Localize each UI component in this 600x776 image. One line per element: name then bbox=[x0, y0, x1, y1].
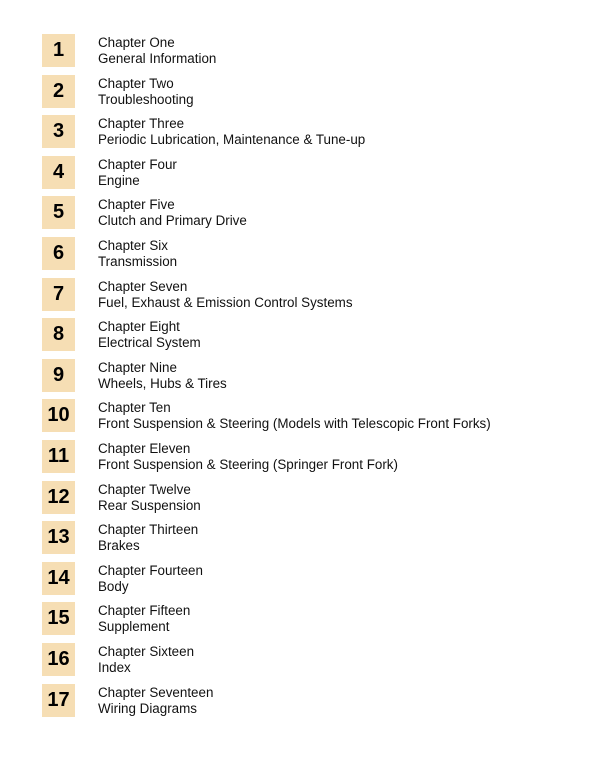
toc-entry[interactable] bbox=[42, 440, 582, 481]
chapter-number-tab[interactable]: 12 bbox=[42, 481, 75, 514]
toc-entry[interactable] bbox=[42, 399, 582, 440]
chapter-label: Chapter Five bbox=[98, 197, 175, 213]
toc-entry[interactable] bbox=[42, 318, 582, 359]
toc-entry[interactable] bbox=[42, 196, 582, 237]
chapter-text[interactable] bbox=[98, 34, 216, 67]
toc-entry[interactable] bbox=[42, 602, 582, 643]
chapter-text[interactable] bbox=[98, 684, 213, 717]
chapter-title: Brakes bbox=[98, 538, 140, 554]
chapter-number-tab[interactable]: 1 bbox=[42, 34, 75, 67]
chapter-label: Chapter Seven bbox=[98, 278, 188, 294]
chapter-text[interactable] bbox=[98, 562, 203, 595]
chapter-number-tab[interactable]: 4 bbox=[42, 156, 75, 189]
chapter-text[interactable] bbox=[98, 521, 198, 554]
chapter-text[interactable] bbox=[98, 237, 177, 270]
toc-entry[interactable] bbox=[42, 521, 582, 562]
toc-entry[interactable] bbox=[42, 75, 582, 116]
chapter-number-tab[interactable]: 14 bbox=[42, 562, 75, 595]
chapter-label: Chapter Six bbox=[98, 237, 168, 253]
chapter-text[interactable] bbox=[98, 75, 194, 108]
chapter-text[interactable] bbox=[98, 156, 177, 189]
toc-entry[interactable] bbox=[42, 643, 582, 684]
chapter-number-tab[interactable]: 15 bbox=[42, 602, 75, 635]
chapter-label: Chapter Thirteen bbox=[98, 522, 199, 538]
chapter-title: Supplement bbox=[98, 619, 170, 635]
chapter-text[interactable] bbox=[98, 278, 353, 311]
chapter-text[interactable] bbox=[98, 643, 194, 676]
chapter-label: Chapter Fourteen bbox=[98, 562, 203, 578]
chapter-number-tab[interactable]: 5 bbox=[42, 196, 75, 229]
toc-entry[interactable] bbox=[42, 359, 582, 400]
toc-entry[interactable] bbox=[42, 278, 582, 319]
chapter-label: Chapter Four bbox=[98, 156, 177, 172]
toc-entry[interactable] bbox=[42, 115, 582, 156]
chapter-label: Chapter Ten bbox=[98, 400, 171, 416]
chapter-title: Clutch and Primary Drive bbox=[98, 213, 247, 229]
chapter-title: Engine bbox=[98, 172, 140, 188]
chapter-text[interactable] bbox=[98, 196, 247, 229]
chapter-text[interactable] bbox=[98, 115, 365, 148]
chapter-label: Chapter Fifteen bbox=[98, 603, 191, 619]
chapter-label: Chapter Nine bbox=[98, 359, 177, 375]
chapter-title: Rear Suspension bbox=[98, 497, 201, 513]
chapter-title: Periodic Lubrication, Maintenance & Tune-up bbox=[98, 132, 366, 148]
toc-entry[interactable] bbox=[42, 684, 582, 725]
chapter-number-tab[interactable]: 7 bbox=[42, 278, 75, 311]
chapter-label: Chapter Three bbox=[98, 116, 185, 132]
chapter-title: Wheels, Hubs & Tires bbox=[98, 375, 227, 391]
toc-entry[interactable] bbox=[42, 156, 582, 197]
chapter-text[interactable] bbox=[98, 481, 201, 514]
toc-entry[interactable] bbox=[42, 481, 582, 522]
chapter-title: Index bbox=[98, 659, 131, 675]
chapter-title: Troubleshooting bbox=[98, 91, 194, 107]
chapter-number-tab[interactable]: 17 bbox=[42, 684, 75, 717]
chapter-title: Wiring Diagrams bbox=[98, 700, 197, 716]
chapter-label: Chapter Eight bbox=[98, 319, 180, 335]
chapter-number-tab[interactable]: 16 bbox=[42, 643, 75, 676]
toc-entry[interactable] bbox=[42, 34, 582, 75]
toc-entry[interactable] bbox=[42, 237, 582, 278]
chapter-label: Chapter One bbox=[98, 35, 175, 50]
chapter-title: Electrical System bbox=[98, 335, 201, 351]
chapter-label: Chapter Seventeen bbox=[98, 684, 214, 700]
chapter-number-tab[interactable]: 3 bbox=[42, 115, 75, 148]
chapter-title: General Information bbox=[98, 51, 217, 66]
chapter-title: Body bbox=[98, 578, 129, 594]
chapter-number-tab[interactable]: 10 bbox=[42, 399, 75, 432]
chapter-title: Transmission bbox=[98, 253, 178, 269]
chapter-number-tab[interactable]: 11 bbox=[42, 440, 75, 473]
chapter-label: Chapter Two bbox=[98, 75, 174, 91]
chapter-title: Front Suspension & Steering (Models with Telescopic Front Forks) bbox=[98, 416, 491, 432]
chapter-text[interactable] bbox=[98, 318, 201, 351]
chapter-text[interactable] bbox=[98, 440, 398, 473]
toc-entry[interactable] bbox=[42, 562, 582, 603]
chapter-number-tab[interactable]: 6 bbox=[42, 237, 75, 270]
table-of-contents bbox=[42, 34, 582, 724]
chapter-text[interactable] bbox=[98, 602, 190, 635]
chapter-label: Chapter Sixteen bbox=[98, 643, 195, 659]
chapter-number-tab[interactable]: 2 bbox=[42, 75, 75, 108]
chapter-label: Chapter Eleven bbox=[98, 440, 191, 456]
chapter-number-tab[interactable]: 8 bbox=[42, 318, 75, 351]
chapter-number-tab[interactable]: 13 bbox=[42, 521, 75, 554]
chapter-text[interactable] bbox=[98, 399, 491, 432]
chapter-title: Fuel, Exhaust & Emission Control Systems bbox=[98, 294, 353, 310]
chapter-number-tab[interactable]: 9 bbox=[42, 359, 75, 392]
chapter-label: Chapter Twelve bbox=[98, 481, 191, 497]
chapter-text[interactable] bbox=[98, 359, 227, 392]
chapter-title: Front Suspension & Steering (Springer Front Fork) bbox=[98, 456, 398, 472]
